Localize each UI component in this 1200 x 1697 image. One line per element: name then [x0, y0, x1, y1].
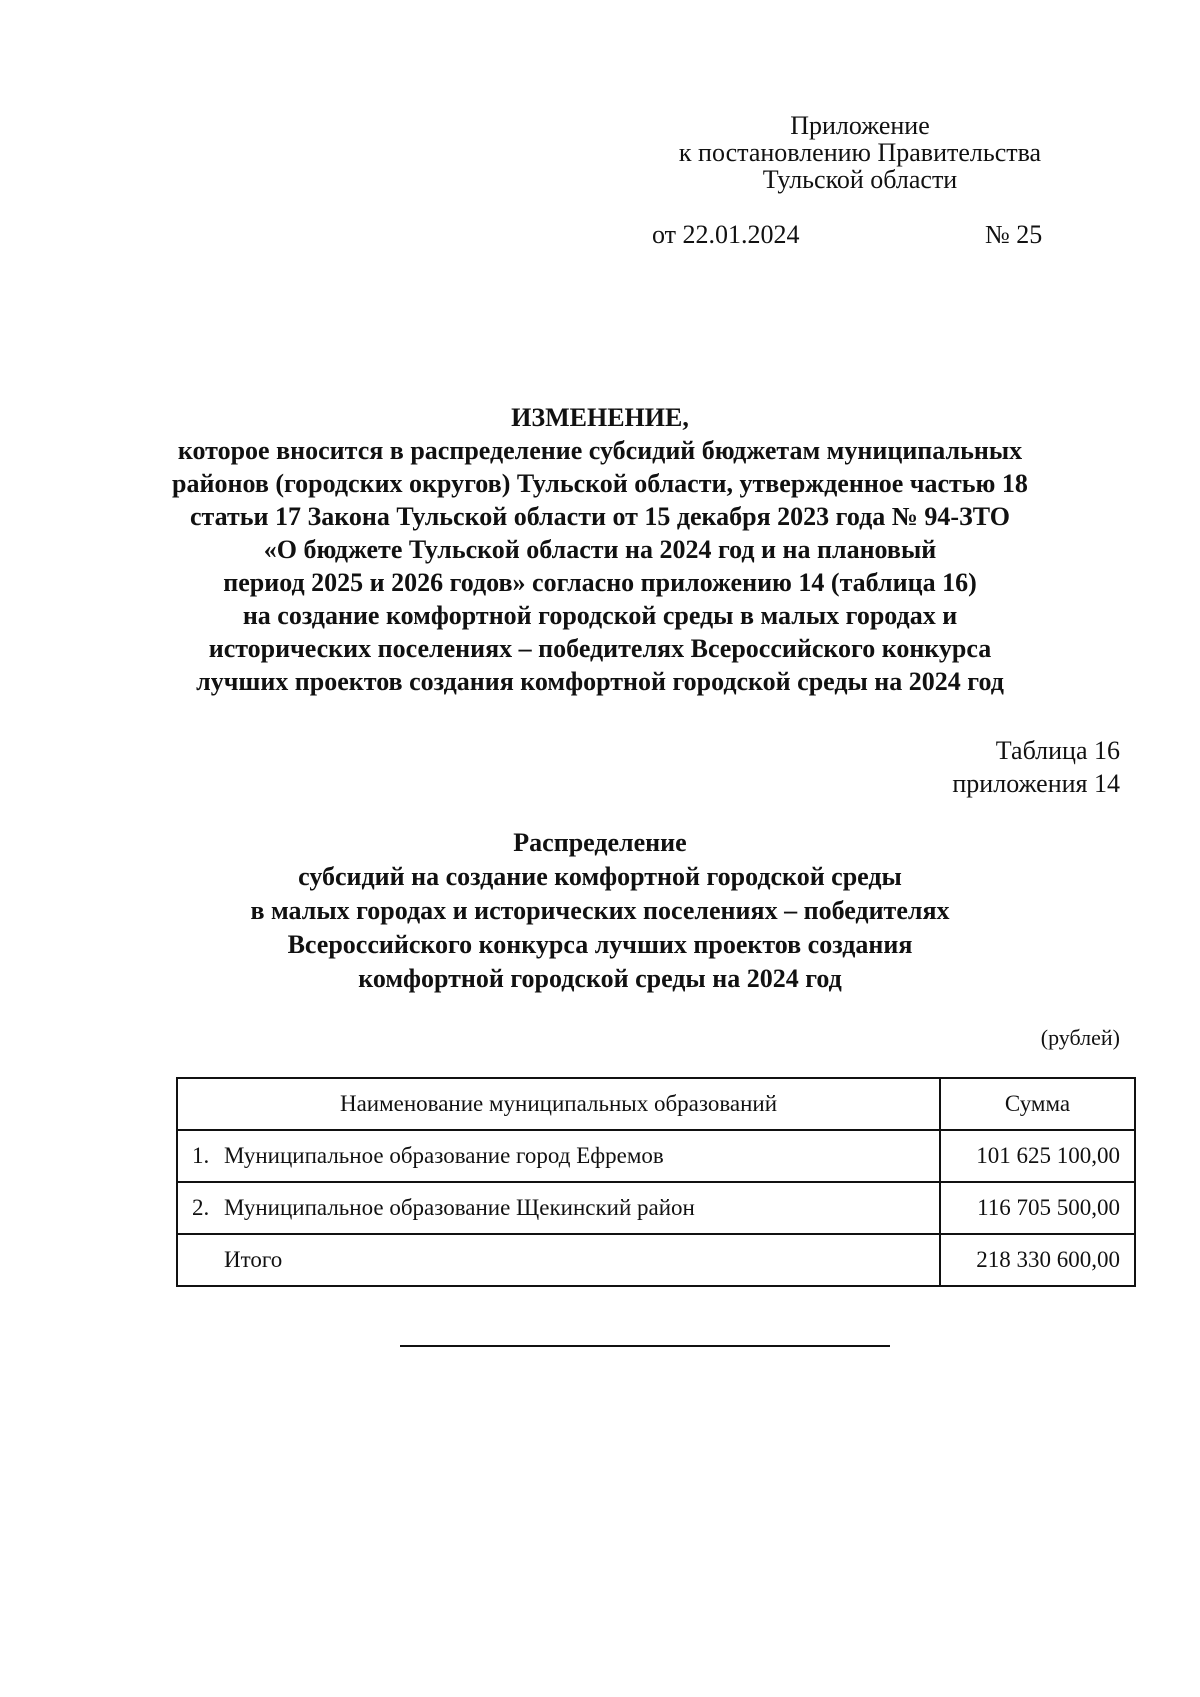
distribution-title — [200, 826, 1000, 996]
column-header-amount: Сумма — [940, 1078, 1135, 1130]
heading-line: которое вносится в распределение субсидий бюджетам муниципальных — [177, 436, 1023, 465]
total-amount-cell: 218 330 600,00 — [940, 1234, 1135, 1286]
total-row — [177, 1234, 1135, 1286]
resolution-date: от 22.01.2024 — [652, 220, 800, 249]
table-header-row — [177, 1078, 1135, 1130]
total-label: Итого — [224, 1247, 283, 1272]
distribution-title-line: в малых городах и исторических поселениях – победителях — [250, 896, 950, 925]
distribution-title-line: субсидий на создание комфортной городской среды — [298, 862, 902, 891]
total-label-cell — [177, 1234, 940, 1286]
amount-cell: 101 625 100,00 — [940, 1130, 1135, 1182]
municipality-cell — [177, 1182, 940, 1234]
heading-line: статьи 17 Закона Тульской области от 15 декабря 2023 года № 94-ЗТО — [190, 502, 1010, 531]
table-reference-line: приложения 14 — [952, 769, 1120, 798]
distribution-title-line: Всероссийского конкурса лучших проектов создания — [287, 930, 913, 959]
table-row — [177, 1130, 1135, 1182]
distribution-title-line: Распределение — [513, 828, 687, 857]
municipality-name: Муниципальное образование Щекинский район — [224, 1195, 695, 1220]
table-row — [177, 1182, 1135, 1234]
appendix-line: к постановлению Правительства — [678, 138, 1042, 167]
heading-line: ИЗМЕНЕНИЕ, — [511, 403, 689, 432]
appendix-line: Приложение — [790, 111, 930, 140]
appendix-block — [650, 112, 1070, 193]
subsidy-table — [176, 1077, 1136, 1287]
table-reference — [800, 734, 1120, 800]
heading-line: на создание комфортной городской среды в малых городах и — [242, 601, 958, 630]
row-index: 2. — [192, 1195, 210, 1220]
heading-line: лучших проектов создания комфортной городской среды на 2024 год — [196, 667, 1004, 696]
municipality-cell — [177, 1130, 940, 1182]
closing-rule — [400, 1345, 890, 1347]
heading-line: районов (городских округов) Тульской области, утвержденное частью 18 — [172, 469, 1028, 498]
document-heading — [130, 401, 1070, 698]
table-reference-line: Таблица 16 — [995, 736, 1120, 765]
column-header-name: Наименование муниципальных образований — [177, 1078, 940, 1130]
row-index: 1. — [192, 1143, 210, 1168]
heading-line: период 2025 и 2026 годов» согласно приложению 14 (таблица 16) — [223, 568, 977, 597]
heading-line: «О бюджете Тульской области на 2024 год и на плановый — [263, 535, 937, 564]
municipality-name: Муниципальное образование город Ефремов — [224, 1143, 664, 1168]
heading-line: исторических поселениях – победителях Всероссийского конкурса — [208, 634, 992, 663]
distribution-title-line: комфортной городской среды на 2024 год — [358, 964, 842, 993]
resolution-number: № 25 — [985, 220, 1043, 249]
currency-unit: (рублей) — [1040, 1025, 1120, 1050]
amount-cell: 116 705 500,00 — [940, 1182, 1135, 1234]
appendix-line: Тульской области — [762, 165, 958, 194]
